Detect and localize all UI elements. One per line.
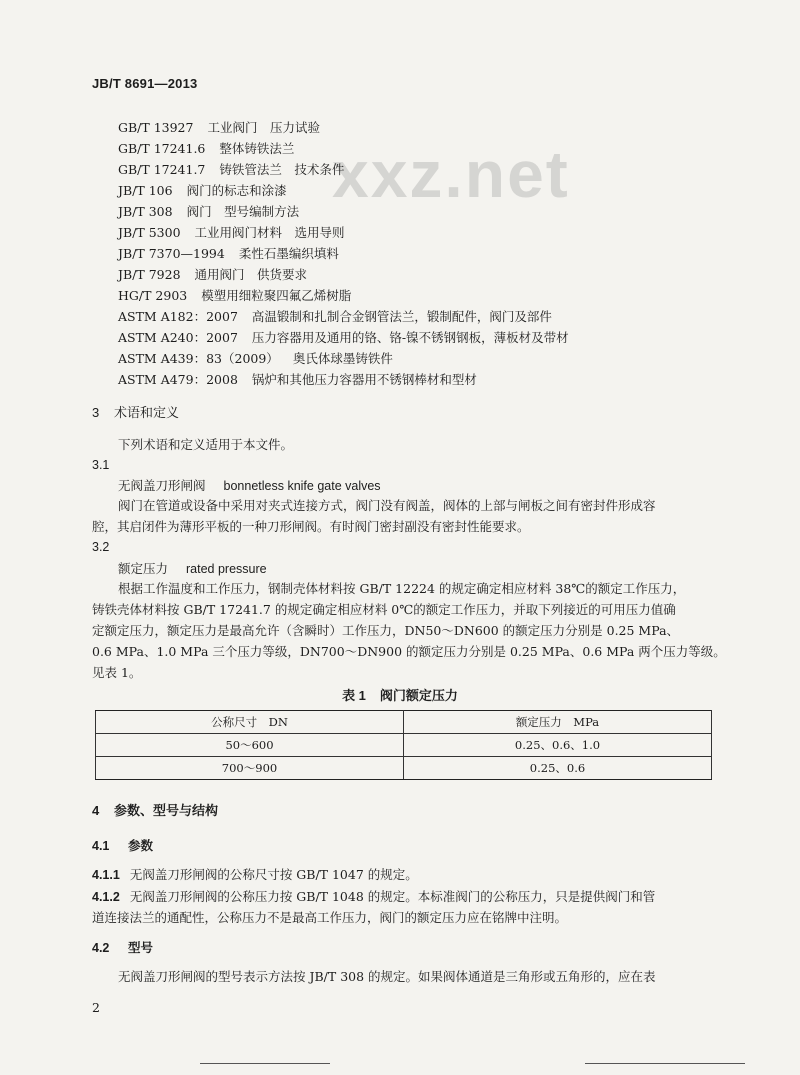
term-english: rated pressure [186,562,267,576]
reference-code: GB/T 17241.7 [118,162,206,177]
reference-item [118,160,344,178]
table-cell: 700～900 [96,757,404,780]
subsection-4-1-heading [92,836,153,854]
section-number: 3 [92,405,100,420]
table-cell: 0.25、0.6、1.0 [404,734,712,757]
table-row [96,734,712,757]
reference-title: 通用阀门 供货要求 [194,267,308,282]
section-3-intro: 下列术语和定义适用于本文件。 [118,437,294,452]
clause-text: 无阀盖刀形闸阀的公称压力按 GB/T 1048 的规定。本标准阀门的公称压力，只是提供阀门和管 [129,889,656,904]
reference-title: 阀门 型号编制方法 [186,204,300,219]
term-definition-line: 0.6 MPa、1.0 MPa 三个压力等级，DN700～DN900 的额定压力分别是 0.25 MPa、0.6 MPa 两个压力等级。 [92,644,726,659]
section-4-heading [92,800,218,819]
document-number-header: JB/T 8691—2013 [92,76,198,91]
reference-item [118,328,569,346]
table-cell: 50～600 [96,734,404,757]
term-definition-line: 铸铁壳体材料按 GB/T 17241.7 的规定确定相应材料 0℃的额定工作压力，并取下列接近的可用压力值确 [92,602,676,617]
table-header-row [96,711,712,734]
subsection-title: 参数 [128,839,154,853]
section-number: 4 [92,803,100,818]
scan-edge-line [200,1063,330,1064]
table-caption-number: 表 1 [342,688,366,703]
term-definition-line: 见表 1。 [92,665,142,680]
reference-item [118,118,320,136]
subsection-number: 4.1 [92,839,110,853]
page-number: 2 [92,1000,100,1015]
reference-title: 整体铸铁法兰 [219,141,295,156]
subsection-number: 4.2 [92,941,110,955]
clause-text-line: 道连接法兰的通配性，公称压力不是最高工作压力，阀门的额定压力应在铭牌中注明。 [92,910,568,925]
term-heading [118,559,267,577]
subsection-title: 型号 [128,941,154,955]
scan-edge-line [585,1063,745,1064]
rated-pressure-table [95,710,712,780]
subsection-4-2-text: 无阀盖刀形闸阀的型号表示方法按 JB/T 308 的规定。如果阀体通道是三角形或五角形的，应在表 [118,969,656,984]
reference-title: 工业用阀门材料 选用导则 [194,225,345,240]
reference-item [118,307,552,325]
reference-code: ASTM A240：2007 [118,330,238,345]
watermark: xxz.net [332,137,570,211]
reference-title: 工业阀门 压力试验 [207,120,320,135]
reference-code: JB/T 7370—1994 [118,246,225,261]
reference-item [118,265,307,283]
section-3-heading [92,402,179,421]
reference-item [118,244,339,262]
clause-4-1-1 [92,864,418,886]
reference-title: 奥氏体球墨铸铁件 [292,351,393,366]
term-number: 3.2 [92,540,110,554]
reference-item [118,202,299,220]
clause-number: 4.1.2 [92,890,120,904]
reference-code: GB/T 13927 [118,120,194,135]
table-row [96,757,712,780]
reference-item [118,223,345,241]
term-chinese: 额定压力 [118,561,169,576]
reference-code: ASTM A439：83（2009） [118,351,279,366]
reference-title: 铸铁管法兰 技术条件 [219,162,345,177]
clause-number: 4.1.1 [92,868,120,882]
term-definition-line: 根据工作温度和工作压力，钢制壳体材料按 GB/T 12224 的规定确定相应材料 38℃的额定工作压力， [118,581,686,596]
term-definition-line: 阀门在管道或设备中采用对夹式连接方式，阀门没有阀盖，阀体的上部与闸板之间有密封件形成容 [118,498,656,513]
section-title: 术语和定义 [114,405,180,420]
reference-item [118,349,393,367]
clause-text: 无阀盖刀形闸阀的公称尺寸按 GB/T 1047 的规定。 [129,867,418,882]
reference-title: 阀门的标志和涂漆 [186,183,287,198]
reference-title: 模塑用细粒聚四氟乙烯树脂 [201,288,352,303]
subsection-4-2-heading [92,938,153,956]
reference-code: HG/T 2903 [118,288,188,303]
reference-item [118,370,477,388]
term-chinese: 无阀盖刀形闸阀 [118,478,206,493]
reference-code: ASTM A479：2008 [118,372,238,387]
reference-title: 柔性石墨编织填料 [238,246,339,261]
term-number: 3.1 [92,458,110,472]
reference-code: JB/T 7928 [118,267,181,282]
section-title: 参数、型号与结构 [114,803,219,818]
term-definition-line: 腔，其启闭件为薄形平板的一种刀形闸阀。有时阀门密封副没有密封性能要求。 [92,519,530,534]
term-heading [118,476,381,494]
table-cell: 0.25、0.6 [404,757,712,780]
reference-title: 压力容器用及通用的铬、铬-镍不锈钢钢板，薄板材及带材 [251,330,569,345]
reference-item [118,139,294,157]
clause-4-1-2 [92,886,655,908]
table-header-cell: 公称尺寸 DN [96,711,404,734]
reference-item [118,286,351,304]
table-header-cell: 额定压力 MPa [404,711,712,734]
table-caption [0,685,800,704]
table-caption-title: 阀门额定压力 [379,688,458,703]
reference-code: ASTM A182：2007 [118,309,238,324]
reference-item [118,181,287,199]
term-definition-line: 定额定压力，额定压力是最高允许（含瞬时）工作压力，DN50～DN600 的额定压力分别是 0.25 MPa、 [92,623,680,638]
reference-code: JB/T 308 [118,204,173,219]
reference-code: GB/T 17241.6 [118,141,206,156]
reference-code: JB/T 5300 [118,225,181,240]
reference-code: JB/T 106 [118,183,173,198]
reference-title: 高温锻制和扎制合金钢管法兰，锻制配件，阀门及部件 [251,309,552,324]
term-english: bonnetless knife gate valves [223,479,381,493]
reference-title: 锅炉和其他压力容器用不锈钢棒材和型材 [251,372,477,387]
